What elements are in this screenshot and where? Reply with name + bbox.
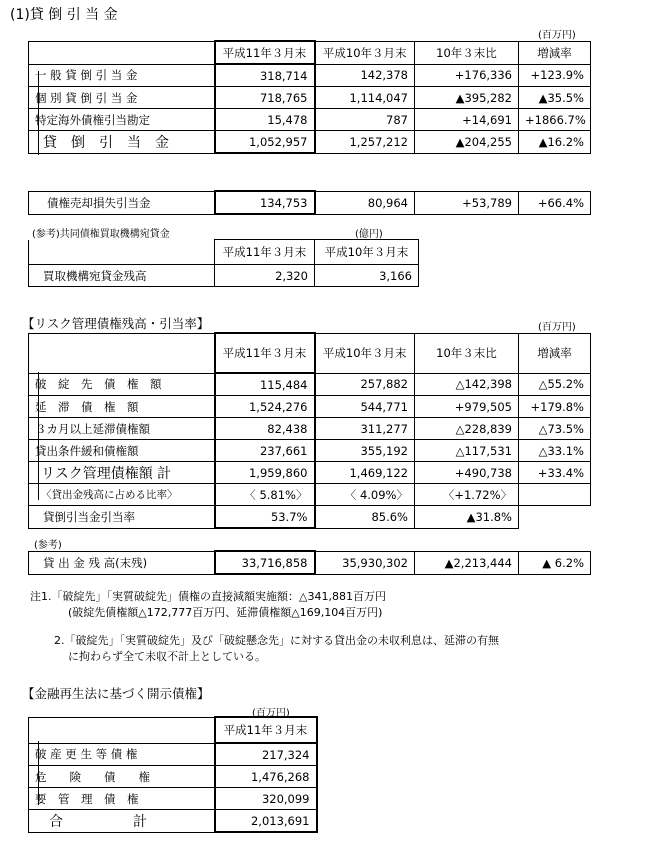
col-header: 10年３末比: [415, 41, 519, 64]
reference-caption: (参考)共同債権買取機構宛貸金: [32, 229, 170, 240]
disclosed-claims-table: [28, 716, 318, 833]
unit-label: (百万円): [252, 708, 290, 719]
table-row-total: 貸 倒 引 当 金 1,052,957 1,257,212 ▲204,255 ▲16.2%: [29, 131, 591, 154]
table-row-coverage: 貸倒引当金引当率 53.7% 85.6% ▲31.8%: [29, 506, 591, 529]
col-header: 増減率: [519, 41, 591, 64]
unit-label: (百万円): [538, 30, 576, 41]
col-header: 平成11年３月末: [215, 41, 315, 64]
table-header-row: 平成11年３月末: [29, 717, 317, 743]
section-title-allowance: (1)貸 倒 引 当 金: [10, 7, 118, 23]
purchase-agency-table: [28, 239, 419, 287]
note-2: 2.「破綻先」「実質破綻先」及び「破綻懸念先」に対する貸出金の未収利息は、延滞の有無: [54, 634, 499, 647]
table-row: 貸出条件緩和債権額 237,661 355,192 △117,531 △33.1%: [29, 440, 591, 462]
table-row: 個 別 貸 倒 引 当 金 718,765 1,114,047 ▲395,282 ▲35.5%: [29, 87, 591, 109]
unit-label: (億円): [355, 229, 383, 240]
table-header-row: 平成11年３月末 平成10年３月末: [29, 240, 419, 265]
table-row: ３カ月以上延滞債権額 82,438 311,277 △228,839 △73.5%: [29, 418, 591, 440]
table-row: 危 険 債 権 1,476,268: [29, 766, 317, 788]
unit-label: (百万円): [538, 322, 576, 333]
table-row: 債権売却損失引当金 134,753 80,964 +53,789 +66.4%: [29, 191, 591, 214]
section-title-disclosed: 【金融再生法に基づく開示債権】: [22, 686, 210, 701]
loss-allowance-table: [28, 190, 591, 215]
reference-caption: (参考): [34, 540, 62, 551]
note-1: 注1.「破綻先」「実質破綻先」債権の直接減額実施額：△341,881百万円: [30, 590, 386, 603]
table-row: 貸 出 金 残 高(末残) 33,716,858 35,930,302 ▲2,213,444 ▲ 6.2%: [29, 551, 591, 574]
section-title-risk: 【リスク管理債権残高・引当率】: [22, 316, 210, 331]
table-row: 一 般 貸 倒 引 当 金 318,714 142,378 +176,336 +123.9%: [29, 64, 591, 87]
table-row: 要 管 理 債 権 320,099: [29, 788, 317, 810]
table-row: 破 綻 先 債 権 額 115,484 257,882 △142,398 △55.2%: [29, 373, 591, 396]
table-header-row: 平成11年３月末 平成10年３月末 10年３末比 増減率: [29, 333, 591, 373]
table-row: 特定海外債権引当勘定 15,478 787 +14,691 +1866.7%: [29, 109, 591, 131]
allowance-table: [28, 40, 591, 154]
note-2-cont: に拘わらず全て未収不計上としている。: [68, 650, 266, 663]
table-header-row: [29, 41, 591, 64]
table-row-ratio: 〈貸出金残高に占める比率〉 〈 5.81%〉 〈 4.09%〉 〈+1.72%〉: [29, 484, 591, 506]
table-row-total: 合 計 2,013,691: [29, 810, 317, 833]
note-1-detail: (破綻先債権額△172,777百万円、延滞債権額△169,104百万円): [68, 606, 383, 619]
table-row: 延 滞 債 権 額 1,524,276 544,771 +979,505 +179.8%: [29, 396, 591, 418]
risk-table: [28, 332, 591, 529]
loan-balance-table: [28, 550, 591, 575]
table-row-total: リスク管理債権額 計 1,959,860 1,469,122 +490,738 +33.4%: [29, 462, 591, 484]
col-header: 平成10年３月末: [315, 41, 415, 64]
table-row: 買取機構宛貸金残高 2,320 3,166: [29, 265, 419, 287]
table-row: 破 産 更 生 等 債 権 217,324: [29, 743, 317, 766]
